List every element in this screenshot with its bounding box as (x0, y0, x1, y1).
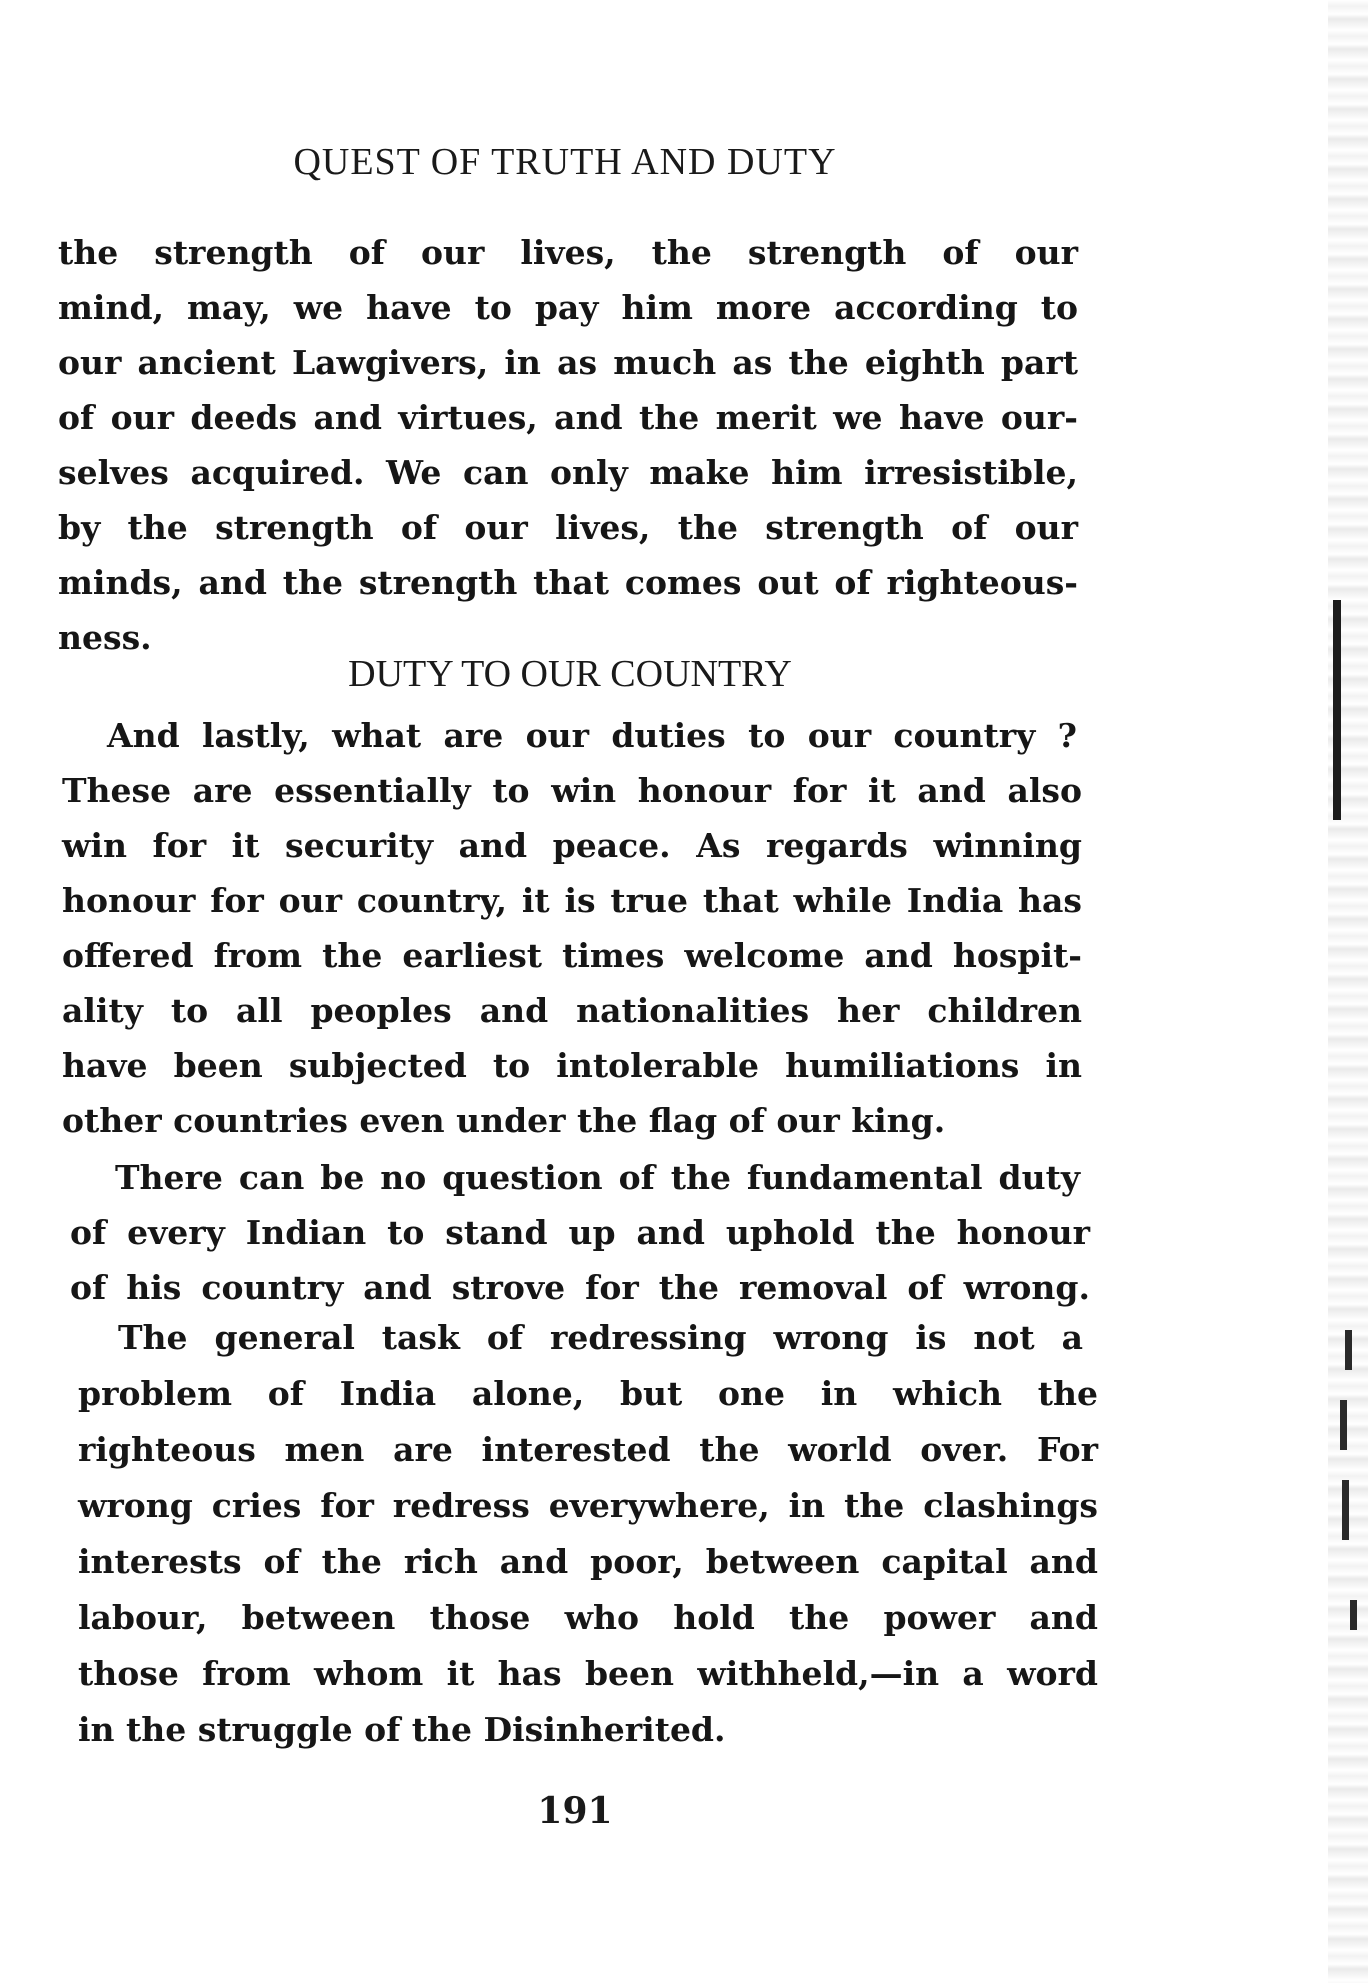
text-line: There can be no question of the fundamental duty (115, 1158, 1080, 1197)
text-line: of every Indian to stand up and uphold the honour (70, 1213, 1090, 1252)
text-line: have been subjected to intolerable humiliations in (62, 1046, 1082, 1085)
page-number: 191 (537, 1790, 613, 1832)
text-line: offered from the earliest times welcome and hospit- (62, 936, 1082, 975)
text-line: interests of the rich and poor, between capital and (78, 1542, 1098, 1581)
text-line: mind, may, we have to pay him more according to (58, 288, 1078, 327)
text-line: in the struggle of the Disinherited. (78, 1710, 726, 1749)
text-line: of our deeds and virtues, and the merit we have our- (58, 398, 1078, 437)
text-line: the strength of our lives, the strength of our (58, 233, 1078, 272)
text-line: problem of India alone, but one in which the (78, 1374, 1098, 1413)
text-line: other countries even under the flag of our king. (62, 1101, 946, 1140)
text-line: honour for our country, it is true that while India has (62, 881, 1082, 920)
text-line: These are essentially to win honour for it and also (62, 771, 1082, 810)
scan-edge-bar (1333, 600, 1341, 820)
scan-edge-mark (1350, 1600, 1357, 1630)
text-line: ality to all peoples and nationalities her children (62, 991, 1082, 1030)
running-head: QUEST OF TRUTH AND DUTY (293, 141, 837, 183)
text-line: wrong cries for redress everywhere, in the clashings (78, 1486, 1098, 1525)
text-line: of his country and strove for the removal of wrong. (70, 1268, 1090, 1307)
text-line: The general task of redressing wrong is not a (118, 1318, 1083, 1357)
scan-edge-mark (1345, 1330, 1352, 1370)
text-line: minds, and the strength that comes out of righteous- (58, 563, 1078, 602)
section-heading: DUTY TO OUR COUNTRY (348, 653, 792, 695)
text-line: those from whom it has been withheld,—in a word (78, 1654, 1098, 1693)
scan-edge-shadow (1328, 0, 1368, 1983)
text-line: labour, between those who hold the power and (78, 1598, 1098, 1637)
scan-edge-mark (1342, 1480, 1349, 1540)
text-line: righteous men are interested the world over. For (78, 1430, 1098, 1469)
text-line: win for it security and peace. As regards winning (62, 826, 1082, 865)
text-line: our ancient Lawgivers, in as much as the eighth part (58, 343, 1078, 382)
text-line: ness. (58, 618, 152, 657)
scan-edge-mark (1340, 1400, 1347, 1450)
text-line: by the strength of our lives, the strength of our (58, 508, 1078, 547)
text-line: And lastly, what are our duties to our country ? (107, 716, 1077, 755)
text-line: selves acquired. We can only make him irresistible, (58, 453, 1078, 492)
